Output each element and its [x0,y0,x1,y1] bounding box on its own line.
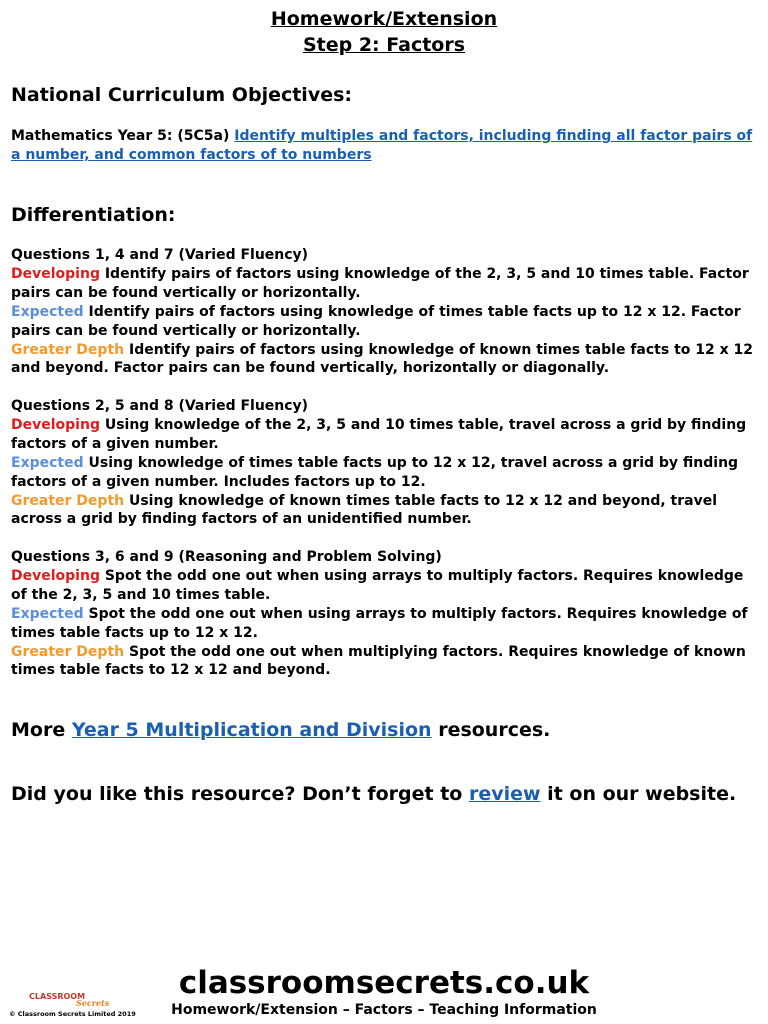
logo-text: CLASSROOM [29,992,86,1001]
developing-row [11,416,761,454]
objectives-link[interactable]: Identify multiples and factors, including finding all factor pairs of a number, and common factors of to numbers [11,128,753,163]
review-prompt [11,783,736,805]
section-q369 [11,548,761,680]
footer-url: classroomsecrets.co.uk [178,965,590,1001]
greater-depth-label: Greater Depth [11,492,125,509]
review-suffix: it on our website. [540,783,737,805]
expected-label: Expected [11,454,84,471]
greater-depth-row [11,643,761,681]
developing-text: Using knowledge of the 2, 3, 5 and 10 times table, travel across a grid by finding factors of a given number. [11,416,747,452]
footer-subtitle: Homework/Extension – Factors – Teaching Information [171,1002,597,1018]
developing-text: Spot the odd one out when using arrays to multiply factors. Requires knowledge of the 2, 3, 5 and 10 times table. [11,567,744,603]
expected-text: Using knowledge of times table facts up to 12 x 12, travel across a grid by finding factors of a given number. Includes factors up to 12. [11,454,739,490]
greater-depth-row [11,341,761,379]
objectives-prefix: Mathematics Year 5: (5C5a) [11,128,235,144]
expected-label: Expected [11,303,84,320]
review-prefix: Did you like this resource? Don’t forget to [11,783,469,805]
review-link[interactable]: review [468,783,541,805]
greater-depth-text: Identify pairs of factors using knowledge of known times table facts to 12 x 12 and beyond. Factor pairs can be found vertically, horizontally or diagonally. [11,341,754,377]
expected-row [11,454,761,492]
developing-text: Identify pairs of factors using knowledge of the 2, 3, 5 and 10 times table. Factor pairs can be found vertically or horizontally. [11,265,749,301]
expected-text: Identify pairs of factors using knowledge of times table facts up to 12 x 12. Factor pairs can be found vertically or horizontally. [11,303,741,339]
more-resources [11,719,550,741]
greater-depth-text: Spot the odd one out when multiplying factors. Requires knowledge of known times table facts to 12 x 12 and beyond. [11,643,746,679]
greater-depth-label: Greater Depth [11,643,125,660]
expected-label: Expected [11,605,84,622]
developing-row [11,265,761,303]
section-title: Questions 3, 6 and 9 (Reasoning and Problem Solving) [11,549,442,565]
logo-script: Secrets [76,998,110,1008]
section-title: Questions 1, 4 and 7 (Varied Fluency) [11,247,309,263]
differentiation-heading: Differentiation: [11,204,176,226]
more-resources-link[interactable]: Year 5 Multiplication and Division [71,719,432,741]
section-q147 [11,246,761,378]
developing-row [11,567,761,605]
expected-text: Spot the odd one out when using arrays to multiply factors. Requires knowledge of times table facts up to 12 x 12. [11,605,748,641]
developing-label: Developing [11,416,100,433]
developing-label: Developing [11,567,100,584]
more-suffix: resources. [431,719,551,741]
page-title: Homework/Extension [270,8,498,30]
objectives-heading: National Curriculum Objectives: [11,84,352,106]
objectives-text [11,127,761,165]
expected-row [11,303,761,341]
copyright: © Classroom Secrets Limited 2019 [9,1010,136,1018]
greater-depth-row [11,492,761,530]
greater-depth-label: Greater Depth [11,341,125,358]
more-prefix: More [11,719,72,741]
greater-depth-text: Using knowledge of known times table facts to 12 x 12 and beyond, travel across a grid by finding factors of an unidentified number. [11,492,717,528]
page-subtitle: Step 2: Factors [302,34,466,56]
developing-label: Developing [11,265,100,282]
section-title: Questions 2, 5 and 8 (Varied Fluency) [11,398,309,414]
expected-row [11,605,761,643]
section-q258 [11,397,761,529]
